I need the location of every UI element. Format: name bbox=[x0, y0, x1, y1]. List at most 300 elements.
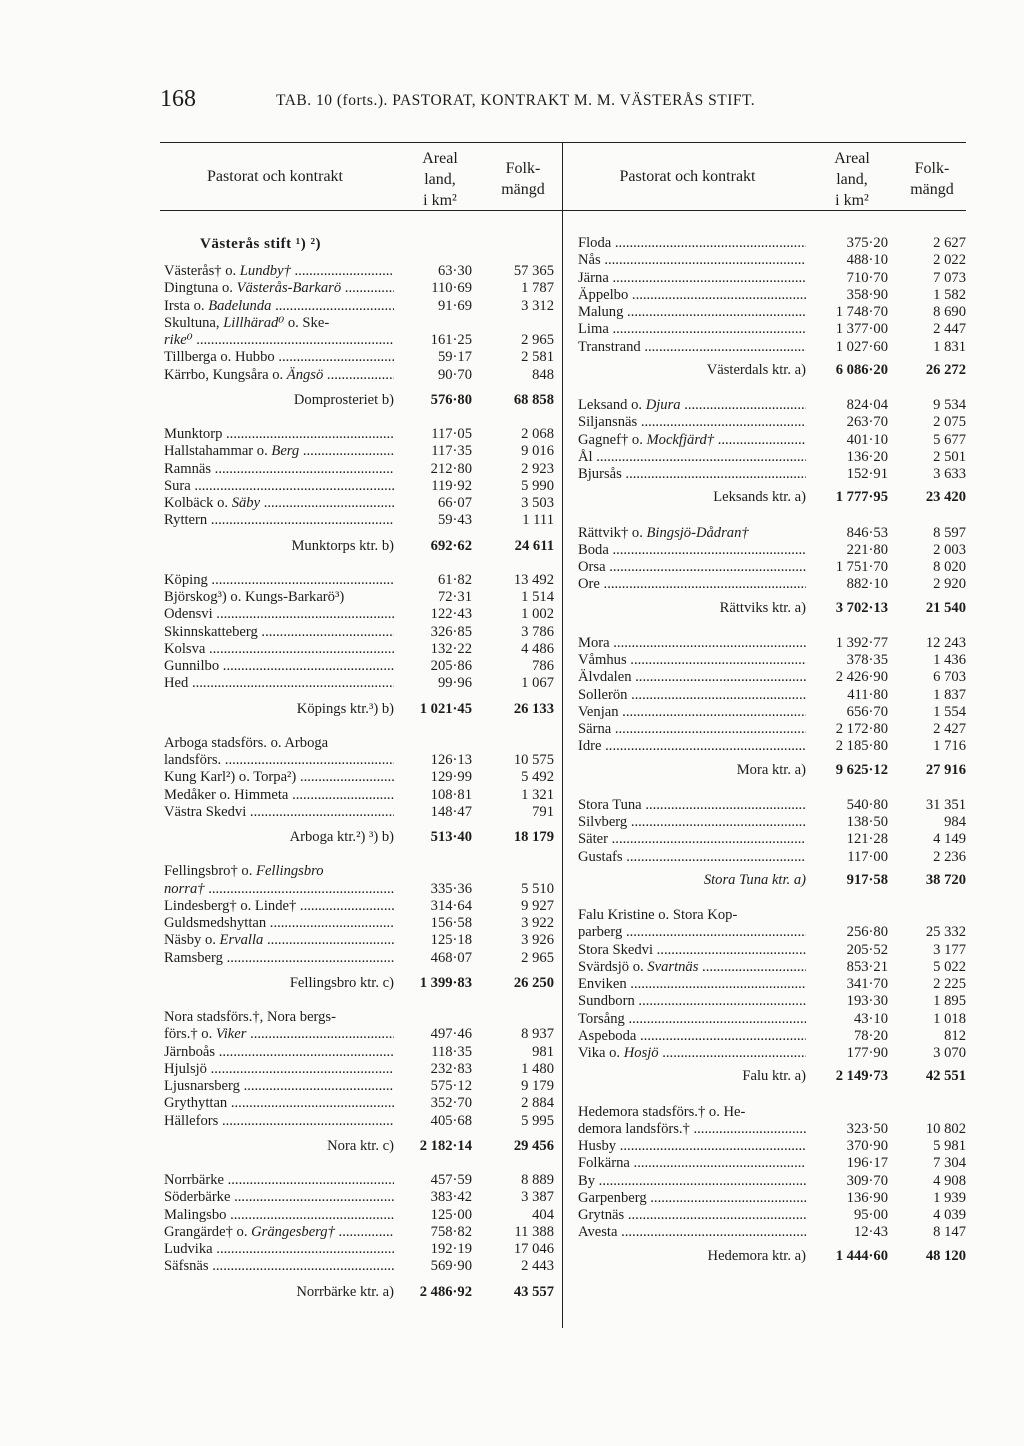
areal-value: 2 185·80 bbox=[835, 738, 888, 755]
folkmangd-value: 3 503 bbox=[521, 495, 554, 511]
areal-value: 193·30 bbox=[846, 993, 888, 1010]
areal-value: 122·43 bbox=[430, 606, 472, 623]
pastorat-name: Garpenberg ..... bbox=[578, 1190, 806, 1207]
folkmangd-value: 2 225 bbox=[933, 976, 966, 992]
areal-value: 758·82 bbox=[430, 1223, 472, 1240]
center-rule bbox=[562, 142, 563, 1328]
folkmangd-value: 2 884 bbox=[521, 1095, 554, 1112]
areal-value: 314·64 bbox=[430, 897, 472, 914]
folkmangd-value: 8 020 bbox=[933, 559, 966, 575]
folkmangd-value: 5 981 bbox=[933, 1138, 966, 1154]
subtotal-label: Norrbärke ktr. a) bbox=[296, 1283, 394, 1300]
areal-value: 152·91 bbox=[846, 466, 888, 482]
pastorat-name: Munktorp ..... bbox=[164, 426, 394, 443]
pastorat-name: Torsång ..... bbox=[578, 1011, 806, 1028]
areal-value: 1 777·95 bbox=[835, 489, 888, 506]
folkmangd-value: 8 937 bbox=[521, 1026, 554, 1043]
pastorat-name: parberg ..... bbox=[578, 924, 806, 941]
col-head-pastorat-right: Pastorat och kontrakt bbox=[619, 168, 756, 185]
pastorat-name: Dingtuna o. Västerås-Barkarö ..... bbox=[164, 280, 394, 297]
pastorat-name: Ryttern ..... bbox=[164, 512, 394, 529]
pastorat-name: Skinnskatteberg ..... bbox=[164, 624, 394, 641]
areal-value: 205·86 bbox=[430, 658, 472, 674]
subtotal-label: Rättviks ktr. a) bbox=[719, 599, 806, 616]
folkmangd-value: 1 002 bbox=[521, 606, 554, 623]
pastorat-name: Siljansnäs ..... bbox=[578, 414, 806, 431]
areal-value: 882·10 bbox=[846, 576, 888, 593]
folkmangd-value: 791 bbox=[532, 803, 554, 820]
pastorat-name: Mora ..... bbox=[578, 635, 806, 652]
pastorat-name: Nås ..... bbox=[578, 252, 806, 269]
areal-value: 66·07 bbox=[437, 495, 472, 511]
pastorat-name: Irsta o. Badelunda ..... bbox=[164, 298, 394, 315]
areal-value: 513·40 bbox=[430, 829, 472, 845]
areal-value: 126·13 bbox=[430, 752, 472, 768]
subtotal-label: Falu ktr. a) bbox=[742, 1068, 806, 1085]
areal-value: 692·62 bbox=[430, 537, 472, 554]
pastorat-name: Gagnef† o. Mockfjärd† ..... bbox=[578, 432, 806, 449]
pastorat-name: Gustafs ..... bbox=[578, 849, 806, 866]
pastorat-name: Grangärde† o. Grängesberg† ..... bbox=[164, 1224, 394, 1241]
folkmangd-value: 1 837 bbox=[933, 686, 966, 703]
areal-value: 824·04 bbox=[846, 397, 888, 413]
subtotal-label: Leksands ktr. a) bbox=[713, 489, 806, 506]
areal-value: 43·10 bbox=[853, 1010, 888, 1027]
subtotal-label: Mora ktr. a) bbox=[736, 761, 806, 778]
folkmangd-value: 2 965 bbox=[521, 949, 554, 966]
areal-value: 205·52 bbox=[846, 941, 888, 958]
areal-value: 192·19 bbox=[430, 1241, 472, 1257]
folkmangd-value: 5 677 bbox=[933, 431, 966, 448]
pastorat-name: Hedemora stadsförs.† o. He- bbox=[578, 1103, 746, 1120]
areal-value: 221·80 bbox=[846, 541, 888, 558]
pastorat-name: Norrbärke ..... bbox=[164, 1172, 394, 1189]
pastorat-name: Falu Kristine o. Stora Kop- bbox=[578, 907, 738, 923]
folkmangd-value: 10 802 bbox=[925, 1120, 966, 1137]
folkmangd-value: 8 690 bbox=[933, 304, 966, 320]
stift-title: Västerås stift ¹) ²) bbox=[200, 236, 322, 252]
folkmangd-value: 6 703 bbox=[933, 669, 966, 686]
pastorat-name: Grythyttan ..... bbox=[164, 1095, 394, 1112]
folkmangd-value: 5 510 bbox=[521, 880, 554, 897]
folkmangd-value: 4 039 bbox=[933, 1207, 966, 1223]
folkmangd-value: 31 351 bbox=[925, 796, 966, 813]
areal-value: 132·22 bbox=[430, 640, 472, 657]
pastorat-name: Lima ..... bbox=[578, 321, 806, 338]
subtotal-label: Köpings ktr.³) b) bbox=[296, 700, 394, 717]
col-head-folk-right: Folk- mängd bbox=[910, 160, 954, 198]
areal-value: 341·70 bbox=[846, 976, 888, 992]
pastorat-name: Lindesberg† o. Linde† ..... bbox=[164, 898, 394, 915]
areal-value: 63·30 bbox=[437, 263, 472, 279]
pastorat-name: Orsa ..... bbox=[578, 559, 806, 576]
pastorat-name: Odensvi ..... bbox=[164, 606, 394, 623]
folkmangd-value: 38 720 bbox=[925, 871, 966, 888]
areal-value: 59·43 bbox=[437, 512, 472, 529]
pastorat-name: Äppelbo ..... bbox=[578, 287, 806, 304]
folkmangd-value: 26 272 bbox=[925, 361, 966, 378]
areal-value: 59·17 bbox=[437, 349, 472, 366]
folkmangd-value: 24 611 bbox=[514, 537, 554, 554]
folkmangd-value: 1 939 bbox=[933, 1189, 966, 1206]
pastorat-name: Särna ..... bbox=[578, 721, 806, 738]
pastorat-name: Hallstahammar o. Berg ..... bbox=[164, 443, 394, 460]
pastorat-name: Stora Tuna ..... bbox=[578, 797, 806, 814]
folkmangd-value: 7 073 bbox=[933, 269, 966, 286]
folkmangd-value: 68 858 bbox=[513, 391, 554, 408]
pastorat-name: Ore ..... bbox=[578, 576, 806, 593]
areal-value: 12·43 bbox=[853, 1224, 888, 1241]
folkmangd-value: 3 070 bbox=[933, 1045, 966, 1061]
pastorat-name: Kolsva ..... bbox=[164, 641, 394, 658]
page-header: TAB. 10 (forts.). PASTORAT, KONTRAKT M. M. VÄSTERÅS STIFT. bbox=[276, 92, 756, 109]
pastorat-name: Älvdalen ..... bbox=[578, 669, 806, 686]
areal-value: 846·53 bbox=[846, 524, 888, 541]
pastorat-name: Svärdsjö o. Svartnäs ..... bbox=[578, 959, 806, 976]
areal-value: 156·58 bbox=[430, 915, 472, 931]
areal-value: 309·70 bbox=[846, 1172, 888, 1189]
pastorat-name: Vika o. Hosjö ..... bbox=[578, 1045, 806, 1062]
folkmangd-value: 404 bbox=[532, 1206, 554, 1223]
folkmangd-value: 2 447 bbox=[933, 321, 966, 338]
folkmangd-value: 2 443 bbox=[521, 1258, 554, 1275]
areal-value: 196·17 bbox=[846, 1155, 888, 1172]
folkmangd-value: 2 501 bbox=[933, 448, 966, 465]
pastorat-name: Venjan ..... bbox=[578, 704, 806, 721]
pastorat-name: Sollerön ..... bbox=[578, 687, 806, 704]
areal-value: 125·00 bbox=[430, 1206, 472, 1223]
subtotal-label: Stora Tuna ktr. a) bbox=[703, 871, 806, 888]
pastorat-name: Stora Skedvi ..... bbox=[578, 942, 806, 959]
areal-value: 117·05 bbox=[431, 426, 472, 442]
pastorat-name: Boda ..... bbox=[578, 542, 806, 559]
areal-value: 468·07 bbox=[430, 949, 472, 966]
pastorat-name: Folkärna ..... bbox=[578, 1155, 806, 1172]
folkmangd-value: 27 916 bbox=[925, 761, 966, 778]
areal-value: 1 751·70 bbox=[835, 559, 888, 575]
folkmangd-value: 1 514 bbox=[521, 589, 554, 605]
folkmangd-value: 21 540 bbox=[925, 599, 966, 616]
folkmangd-value: 2 236 bbox=[933, 848, 966, 865]
folkmangd-value: 26 250 bbox=[513, 974, 554, 991]
folkmangd-value: 3 786 bbox=[521, 623, 554, 640]
areal-value: 78·20 bbox=[853, 1027, 888, 1044]
pastorat-name: norra† ..... bbox=[164, 881, 394, 898]
folkmangd-value: 1 111 bbox=[522, 512, 554, 529]
folkmangd-value: 3 387 bbox=[521, 1189, 554, 1206]
folkmangd-value: 4 486 bbox=[521, 640, 554, 657]
folkmangd-value: 2 923 bbox=[521, 460, 554, 477]
pastorat-name: demora landsförs.† ..... bbox=[578, 1121, 806, 1138]
pastorat-name: By ..... bbox=[578, 1173, 806, 1190]
folkmangd-value: 48 120 bbox=[925, 1247, 966, 1264]
areal-value: 99·96 bbox=[437, 675, 472, 692]
folkmangd-value: 13 492 bbox=[513, 571, 554, 588]
pastorat-name: Ål ..... bbox=[578, 449, 806, 466]
folkmangd-value: 3 177 bbox=[933, 941, 966, 958]
areal-value: 710·70 bbox=[846, 269, 888, 286]
folkmangd-value: 786 bbox=[532, 658, 554, 674]
folkmangd-value: 18 179 bbox=[513, 829, 554, 845]
areal-value: 1 377·00 bbox=[835, 321, 888, 338]
pastorat-name: Avesta ..... bbox=[578, 1224, 806, 1241]
areal-value: 457·59 bbox=[430, 1172, 472, 1188]
areal-value: 121·28 bbox=[846, 831, 888, 848]
areal-value: 358·90 bbox=[846, 286, 888, 303]
folkmangd-value: 9 016 bbox=[521, 443, 554, 460]
pastorat-name: Ljusnarsberg ..... bbox=[164, 1078, 394, 1095]
folkmangd-value: 9 534 bbox=[933, 397, 966, 413]
areal-value: 129·99 bbox=[430, 769, 472, 786]
folkmangd-value: 1 554 bbox=[933, 703, 966, 720]
areal-value: 119·92 bbox=[431, 477, 472, 494]
folkmangd-value: 29 456 bbox=[513, 1137, 554, 1154]
folkmangd-value: 3 312 bbox=[521, 297, 554, 314]
pastorat-name: Leksand o. Djura ..... bbox=[578, 397, 806, 414]
folkmangd-value: 2 581 bbox=[521, 349, 554, 366]
folkmangd-value: 1 716 bbox=[933, 738, 966, 755]
areal-value: 326·85 bbox=[430, 623, 472, 640]
pastorat-name: Köping ..... bbox=[164, 572, 394, 589]
pastorat-name: Hjulsjö ..... bbox=[164, 1061, 394, 1078]
pastorat-name: Hällefors ..... bbox=[164, 1113, 394, 1130]
areal-value: 488·10 bbox=[846, 252, 888, 269]
areal-value: 91·69 bbox=[437, 297, 472, 314]
areal-value: 117·35 bbox=[431, 443, 472, 460]
subtotal-label: Arboga ktr.²) ³) b) bbox=[289, 829, 394, 845]
col-head-folk-left: Folk- mängd bbox=[501, 160, 545, 198]
areal-value: 138·50 bbox=[846, 814, 888, 830]
areal-value: 575·12 bbox=[430, 1078, 472, 1094]
folkmangd-value: 10 575 bbox=[513, 752, 554, 768]
pastorat-name: Kolbäck o. Säby ..... bbox=[164, 495, 394, 512]
folkmangd-value: 1 787 bbox=[521, 280, 554, 297]
areal-value: 108·81 bbox=[430, 786, 472, 803]
pastorat-name: Malung ..... bbox=[578, 304, 806, 321]
pastorat-name: Floda ..... bbox=[578, 235, 806, 252]
pastorat-name: Hed ..... bbox=[164, 675, 394, 692]
areal-value: 61·82 bbox=[437, 571, 472, 588]
folkmangd-value: 4 149 bbox=[933, 831, 966, 848]
folkmangd-value: 5 492 bbox=[521, 769, 554, 786]
pastorat-name: Arboga stadsförs. o. Arboga bbox=[164, 734, 329, 751]
pastorat-name: Järnboås ..... bbox=[164, 1044, 394, 1061]
pastorat-name: Husby ..... bbox=[578, 1138, 806, 1155]
pastorat-name: Våmhus ..... bbox=[578, 652, 806, 669]
folkmangd-value: 2 068 bbox=[521, 426, 554, 442]
areal-value: 3 702·13 bbox=[835, 599, 888, 616]
folkmangd-value: 25 332 bbox=[925, 924, 966, 941]
folkmangd-value: 3 633 bbox=[933, 466, 966, 482]
subtotal-label: Fellingsbro ktr. c) bbox=[289, 974, 394, 991]
folkmangd-value: 848 bbox=[532, 366, 554, 383]
pastorat-name: Gunnilbo ..... bbox=[164, 658, 394, 675]
folkmangd-value: 12 243 bbox=[925, 634, 966, 651]
areal-value: 401·10 bbox=[846, 431, 888, 448]
col-head-areal-left: Areal land, i km² bbox=[422, 150, 458, 209]
folkmangd-value: 11 388 bbox=[514, 1223, 554, 1240]
folkmangd-value: 4 908 bbox=[933, 1172, 966, 1189]
pastorat-name: Silvberg ..... bbox=[578, 814, 806, 831]
folkmangd-value: 2 965 bbox=[521, 332, 554, 348]
folkmangd-value: 17 046 bbox=[513, 1241, 554, 1257]
subtotal-label: Domprosteriet b) bbox=[293, 391, 394, 408]
areal-value: 335·36 bbox=[430, 880, 472, 897]
pastorat-name: Fellingsbro† o. Fellingsbro bbox=[164, 863, 324, 880]
areal-value: 411·80 bbox=[847, 686, 888, 703]
pastorat-name: Söderbärke ..... bbox=[164, 1189, 394, 1206]
pastorat-name: Näsby o. Ervalla ..... bbox=[164, 932, 394, 949]
areal-value: 352·70 bbox=[430, 1095, 472, 1112]
pastorat-name: Grytnäs ..... bbox=[578, 1207, 806, 1224]
folkmangd-value: 42 551 bbox=[925, 1068, 966, 1085]
areal-value: 263·70 bbox=[846, 414, 888, 431]
subtotal-label: Munktorps ktr. b) bbox=[291, 537, 394, 554]
folkmangd-value: 2 627 bbox=[933, 235, 966, 251]
folkmangd-value: 5 995 bbox=[521, 1112, 554, 1129]
areal-value: 1 021·45 bbox=[419, 700, 472, 717]
areal-value: 370·90 bbox=[846, 1138, 888, 1154]
areal-value: 1 444·60 bbox=[835, 1247, 888, 1264]
pastorat-name: Västerås† o. Lundby† ..... bbox=[164, 263, 394, 280]
pastorat-name: Transtrand ..... bbox=[578, 339, 806, 356]
areal-value: 323·50 bbox=[846, 1120, 888, 1137]
pastorat-name: Bjursås ..... bbox=[578, 466, 806, 483]
folkmangd-value: 1 321 bbox=[521, 786, 554, 803]
pastorat-name: Malingsbo ..... bbox=[164, 1207, 394, 1224]
folkmangd-value: 1 018 bbox=[933, 1010, 966, 1027]
areal-value: 90·70 bbox=[437, 366, 472, 383]
folkmangd-value: 2 022 bbox=[933, 252, 966, 269]
areal-value: 656·70 bbox=[846, 703, 888, 720]
folkmangd-value: 984 bbox=[944, 814, 966, 830]
pastorat-name: landsförs. ..... bbox=[164, 752, 394, 769]
folkmangd-value: 2 427 bbox=[933, 721, 966, 737]
areal-value: 161·25 bbox=[430, 332, 472, 348]
folkmangd-value: 8 147 bbox=[933, 1224, 966, 1241]
areal-value: 117·00 bbox=[847, 848, 888, 865]
areal-value: 569·90 bbox=[430, 1258, 472, 1275]
pastorat-name: Kärrbo, Kungsåra o. Ängsö ..... bbox=[164, 367, 394, 384]
areal-value: 72·31 bbox=[437, 589, 472, 605]
subtotal-label: Västerdals ktr. a) bbox=[706, 361, 806, 378]
folkmangd-value: 1 831 bbox=[933, 338, 966, 355]
pastorat-name: Skultuna, Lillhärad⁰ o. Ske- bbox=[164, 314, 330, 331]
areal-value: 212·80 bbox=[430, 460, 472, 477]
areal-value: 2 172·80 bbox=[835, 721, 888, 737]
areal-value: 2 426·90 bbox=[835, 669, 888, 686]
pastorat-name: Kung Karl²) o. Torpa²) ..... bbox=[164, 769, 394, 786]
pastorat-name: rike⁰ ..... bbox=[164, 332, 394, 349]
folkmangd-value: 1 582 bbox=[933, 286, 966, 303]
folkmangd-value: 5 022 bbox=[933, 958, 966, 975]
folkmangd-value: 1 895 bbox=[933, 993, 966, 1010]
folkmangd-value: 9 179 bbox=[521, 1078, 554, 1094]
folkmangd-value: 7 304 bbox=[933, 1155, 966, 1172]
areal-value: 148·47 bbox=[430, 803, 472, 820]
pastorat-name: Sura ..... bbox=[164, 478, 394, 495]
folkmangd-value: 981 bbox=[532, 1043, 554, 1060]
areal-value: 6 086·20 bbox=[835, 361, 888, 378]
pastorat-name: Medåker o. Himmeta ..... bbox=[164, 787, 394, 804]
pastorat-name: förs.† o. Viker ..... bbox=[164, 1026, 394, 1043]
areal-value: 110·69 bbox=[431, 280, 472, 297]
areal-value: 576·80 bbox=[430, 391, 472, 408]
areal-value: 378·35 bbox=[846, 652, 888, 668]
folkmangd-value: 26 133 bbox=[513, 700, 554, 717]
pastorat-name: Säfsnäs ..... bbox=[164, 1258, 394, 1275]
col-head-pastorat-left: Pastorat och kontrakt bbox=[207, 168, 343, 185]
areal-value: 917·58 bbox=[846, 871, 888, 888]
subtotal-label: Nora ktr. c) bbox=[327, 1137, 394, 1154]
areal-value: 1 027·60 bbox=[835, 338, 888, 355]
pastorat-name: Västra Skedvi ..... bbox=[164, 804, 394, 821]
areal-value: 853·21 bbox=[846, 958, 888, 975]
top-rule bbox=[160, 142, 966, 143]
areal-value: 256·80 bbox=[846, 924, 888, 941]
page-number: 168 bbox=[160, 86, 196, 112]
areal-value: 1 748·70 bbox=[835, 304, 888, 320]
pastorat-name: Ludvika ..... bbox=[164, 1241, 394, 1258]
folkmangd-value: 1 436 bbox=[933, 652, 966, 668]
folkmangd-value: 8 889 bbox=[521, 1172, 554, 1188]
folkmangd-value: 1 067 bbox=[521, 675, 554, 692]
areal-value: 375·20 bbox=[846, 235, 888, 251]
folkmangd-value: 8 597 bbox=[933, 524, 966, 541]
areal-value: 118·35 bbox=[431, 1043, 472, 1060]
areal-value: 232·83 bbox=[430, 1060, 472, 1077]
areal-value: 95·00 bbox=[853, 1207, 888, 1223]
pastorat-name: Enviken ..... bbox=[578, 976, 806, 993]
areal-value: 2 182·14 bbox=[419, 1137, 472, 1154]
pastorat-name: Björskog³) o. Kungs-Barkarö³) bbox=[164, 589, 345, 605]
areal-value: 136·20 bbox=[846, 448, 888, 465]
areal-value: 497·46 bbox=[430, 1026, 472, 1043]
pastorat-name: Idre ..... bbox=[578, 738, 806, 755]
areal-value: 1 399·83 bbox=[419, 974, 472, 991]
pastorat-name: Guldsmedshyttan ..... bbox=[164, 915, 394, 932]
subtotal-label: Hedemora ktr. a) bbox=[707, 1247, 806, 1264]
pastorat-name: Tillberga o. Hubbo ..... bbox=[164, 349, 394, 366]
areal-value: 177·90 bbox=[846, 1045, 888, 1061]
folkmangd-value: 1 480 bbox=[521, 1060, 554, 1077]
pastorat-name: Sundborn ..... bbox=[578, 993, 806, 1010]
folkmangd-value: 2 920 bbox=[933, 576, 966, 593]
areal-value: 125·18 bbox=[430, 932, 472, 949]
folkmangd-value: 812 bbox=[944, 1027, 966, 1044]
col-head-areal-right: Areal land, i km² bbox=[834, 150, 870, 209]
areal-value: 540·80 bbox=[846, 796, 888, 813]
folkmangd-value: 57 365 bbox=[513, 263, 554, 279]
areal-value: 383·42 bbox=[430, 1189, 472, 1206]
folkmangd-value: 43 557 bbox=[513, 1283, 554, 1300]
areal-value: 405·68 bbox=[430, 1112, 472, 1129]
folkmangd-value: 5 990 bbox=[521, 477, 554, 494]
folkmangd-value: 3 922 bbox=[521, 915, 554, 931]
pastorat-name: Nora stadsförs.†, Nora bergs- bbox=[164, 1009, 336, 1025]
folkmangd-value: 3 926 bbox=[521, 932, 554, 949]
pastorat-name: Ramnäs ..... bbox=[164, 461, 394, 478]
folkmangd-value: 23 420 bbox=[925, 489, 966, 506]
areal-value: 9 625·12 bbox=[835, 761, 888, 778]
areal-value: 1 392·77 bbox=[835, 634, 888, 651]
areal-value: 2 486·92 bbox=[419, 1283, 472, 1300]
pastorat-name: Aspeboda ..... bbox=[578, 1028, 806, 1045]
folkmangd-value: 9 927 bbox=[521, 897, 554, 914]
folkmangd-value: 2 075 bbox=[933, 414, 966, 431]
pastorat-name: Ramsberg ..... bbox=[164, 950, 394, 967]
pastorat-name: Säter ..... bbox=[578, 831, 806, 848]
